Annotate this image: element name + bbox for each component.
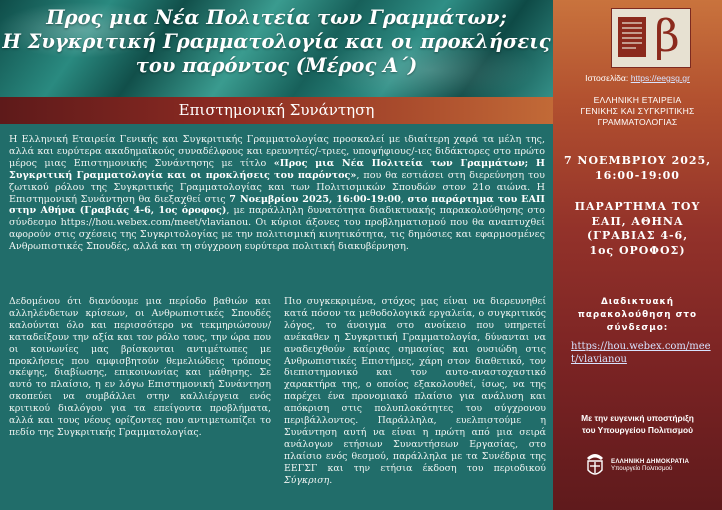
intro-text-3: , [400,193,408,205]
title-line-3: του παρόντος (Μέρος Α΄) [135,54,418,77]
journal-name: Σύγκριση [284,474,330,486]
intro-text-4: , με παράλληλη δυνατότητα διαδικτυακής παρακολούθησης στο σύνδεσμο https://hou.webex.com/meet/vlavianou. Οι κύριοι άξονες του προβληματισμού που θα αναπτυχθεί αφορούν στις σχέσεις της Συγκριτολογίας με την πολιτισμική κινητικότητα, τις δημόσιες και εφαρμοσμένες Ανθρωπιστικές Σπουδές, αλλά και τη σύγχρονη ευρύτερα πολιτική διακυβέρνηση. [9,205,546,253]
online-line-3: σύνδεσμο: [606,323,669,333]
book-icon [618,17,646,57]
event-venue [553,200,722,258]
date-line-2: 16:00-19:00 [595,169,680,182]
title-line-1: Προς μια Νέα Πολιτεία των Γραμμάτων; [46,6,507,29]
section-heading: Επιστημονική Συνάντηση [0,97,553,124]
intro-text-1: Η Ελληνική Εταιρεία Γενικής και Συγκριτικής Γραμματολογίας προσκαλεί με ιδιαίτερη χαρά τα μέλη της, αλλά και ευρύτερα ακαδημαϊκούς συναδέλφους και ερευνητές/-τριες, υποψήφιους/-ιες διδάκτορες στο πρώτο μέρος μιας Επιστημονικής Συνάντησης με τίτλο [9,134,545,169]
title-line-2: Η Συγκριτική Γραμματολογία και οι προκλήσεις [2,30,551,53]
ministry-line-1: ΕΛΛΗΝΙΚΗ ΔΗΜΟΚΡΑΤΙΑ [611,458,690,465]
body-column-right [284,296,546,487]
intro-venue-bold: στο παράρτημα του ΕΑΠ στην Αθήνα (Γραβιάς 4-6, 1ος όροφος) [9,193,545,217]
webex-link[interactable]: https://hou.webex.com/meet/vlavianou [571,341,711,365]
event-date [553,153,722,183]
org-line-2: ΓΕΝΙΚΗΣ ΚΑΙ ΣΥΓΚΡΙΤΙΚΗΣ [580,106,695,116]
support-line-1: Με την ευγενική υποστήριξη [581,413,694,423]
col2-text: Πιο συγκεκριμένα, στόχος μας είναι να διερευνηθεί κατά πόσον τα μεθοδολογικά εργαλεία, ο συγκριτικός λόγος, το άνοιγμα στο ανοίκειο που υπηρετεί ανέκαθεν η Συγκριτική Γραμματολογία, δύνανται να αναδειχθούν καίριας σημασίας και ουσιώδη στις Ανθρωπιστικές Επιστήμες, χάρη στον διαθετικό, τον διεπιστημονικό και τον αυτο-αναστοχαστικό χαρακτήρα της, ο οποίος εξακολουθεί, ίσως, να της παρέχει ένα προνομιακό πλαίσιο για ανάλυση και απόκριση στις πολυπλοκότητες του σύγχρονου περιβάλλοντος. Παράλληλα, ευελπιστούμε η Συνάντηση αυτή να είναι η πρώτη από μια σειρά ανάλογων ετήσιων Συναντήσεων Εργασίας, στο πλαίσιο ενός θεσμού, παράλληλα με τα Συνέδρια της ΕΕΓΣΓ και την ετήσια έκδοση του περιοδικού [284,296,546,474]
intro-text-2: , που θα εστιάσει στη διερεύνηση του ζωτικού ρόλου της Συγκριτικής Γραμματολογίας και των Πολιτισμικών Σπουδών στον 21ο αιώνα. Η Επιστημονική Συνάντηση θα διεξαχθεί στις [9,169,545,205]
website-line [553,73,722,83]
support-note [553,412,722,436]
body-column-left: Δεδομένου ότι διανύουμε μια περίοδο βαθιών και αλληλένδετων κρίσεων, οι Ανθρωπιστικές Σπουδές καλούνται όλο και περισσότερο να τεκμηριώσουν/ καταδείξουν την αξία και τον ρόλο τους, την ώρα που οι κοινωνίες μας βρίσκονται αντιμέτωπες με προκλήσεις που αμφισβητούν θεμελιώδεις τρόπους σκέψης, διαβίωσης, επικοινωνίας και μάθησης. Σε αυτό το πλαίσιο, η εν λόγω Επιστημονική Συνάντηση σκοπεύει να συμβάλλει στην καλλιέργεια ενός κριτικού διαλόγου για τα επείγοντα προβλήματα, αλλά και τους νέους ορίζοντες που αντιμετωπίζει το πεδίο της Συγκριτικής Γραμματολογίας. [9,296,271,438]
sidebar [553,0,722,510]
date-line-1: 7 ΝΟΕΜΒΡΙΟΥ 2025, [563,154,712,167]
online-attendance [553,296,722,335]
website-label: Ιστοσελίδα: [585,73,631,83]
ministry-line-2: Υπουργείο Πολιτισμού [611,465,673,472]
venue-line-4: 1ος ΟΡΟΦΟΣ) [589,243,686,257]
event-title [0,6,553,78]
venue-line-3: (ΓΡΑΒΙΑΣ 4-6, [586,229,689,242]
ministry-logo [583,452,713,482]
logo-letter: β [654,11,680,62]
venue-line-1: ΠΑΡΑΡΤΗΜΑ ΤΟΥ [574,200,701,213]
intro-date-bold: 7 Νοεμβρίου 2025, 16:00-19:00 [229,193,401,205]
online-line-2: παρακολούθηση στο [577,310,698,320]
online-line-1: Διαδικτυακή [600,297,675,307]
intro-paragraph [9,134,545,253]
greek-emblem-icon [583,452,607,480]
website-link[interactable]: https://eegsg.gr [630,73,690,83]
col2-end: . [329,474,333,486]
marble-banner [0,0,553,97]
org-line-3: ΓΡΑΜΜΑΤΟΛΟΓΙΑΣ [597,117,678,127]
support-line-2: του Υπουργείου Πολιτισμού [582,425,693,435]
venue-line-2: ΕΑΠ, ΑΘΗΝΑ [591,214,684,228]
ministry-text [611,458,689,472]
intro-title-bold: «Προς μια Νέα Πολιτεία των Γραμμάτων; Η Συγκριτική Γραμματολογία και οι προκλήσεις του παρόντος» [9,157,545,181]
org-line-1: ΕΛΛΗΝΙΚΗ ΕΤΑΙΡΕΙΑ [593,95,682,105]
society-logo [611,8,691,68]
organization-name [553,95,722,128]
